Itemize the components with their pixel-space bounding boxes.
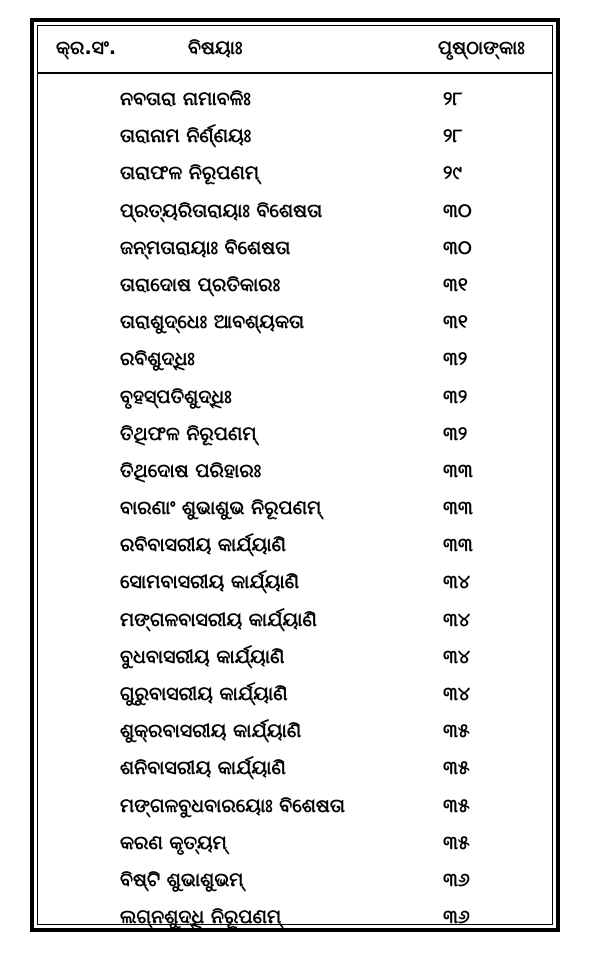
page-frame xyxy=(30,18,560,932)
table-row xyxy=(38,491,552,528)
entry-page-number: ୩୪ xyxy=(443,683,471,705)
entry-title: ମଙ୍ଗଳବାସରୀୟ କାର୍ଯ୍ୟାଣି xyxy=(120,608,317,631)
table-row xyxy=(38,863,552,900)
entry-title: ତାରାଦୋଷ ପ୍ରତିକାରଃ xyxy=(120,273,281,296)
entry-title: ବୃହସ୍ପତିଶୁଦ୍ଧିଃ xyxy=(120,385,232,408)
table-row xyxy=(38,268,552,305)
table-row xyxy=(38,714,552,751)
entry-title: ଶନିବାସରୀୟ କାର୍ଯ୍ୟାଣି xyxy=(120,757,286,780)
entry-page-number: ୨୮ xyxy=(443,88,463,110)
entry-title: ତାରାଫଳ ନିରୂପଣମ୍ xyxy=(120,162,260,185)
entry-title: ଶୁକ୍ରବାସରୀୟ କାର୍ଯ୍ୟାଣି xyxy=(120,720,302,743)
entry-title: ନବତାରା ନାମାବଳିଃ xyxy=(120,88,251,110)
entry-page-number: ୩୧ xyxy=(443,311,468,334)
table-row xyxy=(38,640,552,677)
entry-page-number: ୨୮ xyxy=(443,125,463,148)
subject-header: ବିଷୟାଃ xyxy=(188,37,243,59)
entry-page-number: ୩୫ xyxy=(443,831,470,854)
entry-title: ବିଷ୍ଟି ଶୁଭାଶୁଭମ୍ xyxy=(120,868,244,891)
entry-page-number: ୩୩ xyxy=(443,534,473,557)
table-header xyxy=(38,26,552,74)
table-row xyxy=(38,454,552,491)
entry-title: ତାରାଶୁଦ୍ଧେଃ ଆବଶ୍ୟକତା xyxy=(120,311,305,334)
entry-page-number: ୩୦ xyxy=(443,199,472,222)
table-row xyxy=(38,417,552,454)
entry-title: ଜନ୍ମତାରାୟାଃ ବିଶେଷତା xyxy=(120,236,291,259)
table-row xyxy=(38,826,552,863)
entry-title: ମଙ୍ଗଳବୁଧବାରୟୋଃ ବିଶେଷତା xyxy=(120,794,346,817)
entry-page-number: ୩୫ xyxy=(443,794,470,817)
table-row xyxy=(38,342,552,379)
entry-page-number: ୩୨ xyxy=(443,422,468,445)
entry-title: ତାରାନାମ ନିର୍ଣ୍ଣୟଃ xyxy=(120,125,252,148)
entry-page-number: ୩୨ xyxy=(443,348,468,371)
entry-title: ତିଥିଦୋଷ ପରିହାରଃ xyxy=(120,459,262,482)
page-number-header: ପୃଷ୍ଠାଙ୍କାଃ xyxy=(438,37,525,59)
entry-page-number: ୩୫ xyxy=(443,757,470,780)
entry-title: ଲଗ୍ନଶୁଦ୍ଧି ନିରୂପଣମ୍ xyxy=(120,906,282,929)
entry-page-number: ୩୬ xyxy=(443,906,470,929)
table-row xyxy=(38,194,552,231)
table-row xyxy=(38,119,552,156)
table-row xyxy=(38,900,552,937)
entry-title: ତିଥିଫଳ ନିରୂପଣମ୍ xyxy=(120,422,257,445)
table-of-contents xyxy=(37,25,553,929)
table-row xyxy=(38,82,552,119)
table-row xyxy=(38,565,552,602)
entry-page-number: ୩୪ xyxy=(443,645,471,668)
entry-page-number: ୨୯ xyxy=(443,162,462,185)
table-row xyxy=(38,528,552,565)
table-row xyxy=(38,789,552,826)
entry-page-number: ୩୨ xyxy=(443,385,468,408)
entry-title: ବୁଧବାସରୀୟ କାର୍ଯ୍ୟାଣି xyxy=(120,645,285,668)
contents-list xyxy=(38,82,552,937)
entry-page-number: ୩୧ xyxy=(443,273,468,296)
table-row xyxy=(38,156,552,193)
table-row xyxy=(38,380,552,417)
entry-page-number: ୩୪ xyxy=(443,608,471,631)
entry-page-number: ୩୬ xyxy=(443,868,470,891)
entry-page-number: ୩୫ xyxy=(443,720,470,743)
entry-page-number: ୩୩ xyxy=(443,459,473,482)
serial-number-header: କ୍ର.ସଂ. xyxy=(56,37,117,59)
table-row xyxy=(38,231,552,268)
table-row xyxy=(38,751,552,788)
table-row xyxy=(38,603,552,640)
entry-title: କରଣ କୃତ୍ୟମ୍ xyxy=(120,831,227,854)
table-row xyxy=(38,305,552,342)
entry-title: ଗୁରୁବାସରୀୟ କାର୍ଯ୍ୟାଣି xyxy=(120,683,288,705)
entry-title: ବାରଣାଂ ଶୁଭାଶୁଭ ନିରୂପଣମ୍ xyxy=(120,497,322,520)
entry-title: ପ୍ରତ୍ୟରିତାରାୟାଃ ବିଶେଷତା xyxy=(120,199,323,222)
entry-page-number: ୩୩ xyxy=(443,497,473,520)
entry-page-number: ୩୪ xyxy=(443,571,471,594)
entry-title: ରବିଶୁଦ୍ଧିଃ xyxy=(120,348,195,371)
table-row xyxy=(38,677,552,714)
entry-title: ରବିବାସରୀୟ କାର୍ଯ୍ୟାଣି xyxy=(120,534,286,557)
entry-title: ସୋମବାସରୀୟ କାର୍ଯ୍ୟାଣି xyxy=(120,571,300,594)
entry-page-number: ୩୦ xyxy=(443,236,472,259)
